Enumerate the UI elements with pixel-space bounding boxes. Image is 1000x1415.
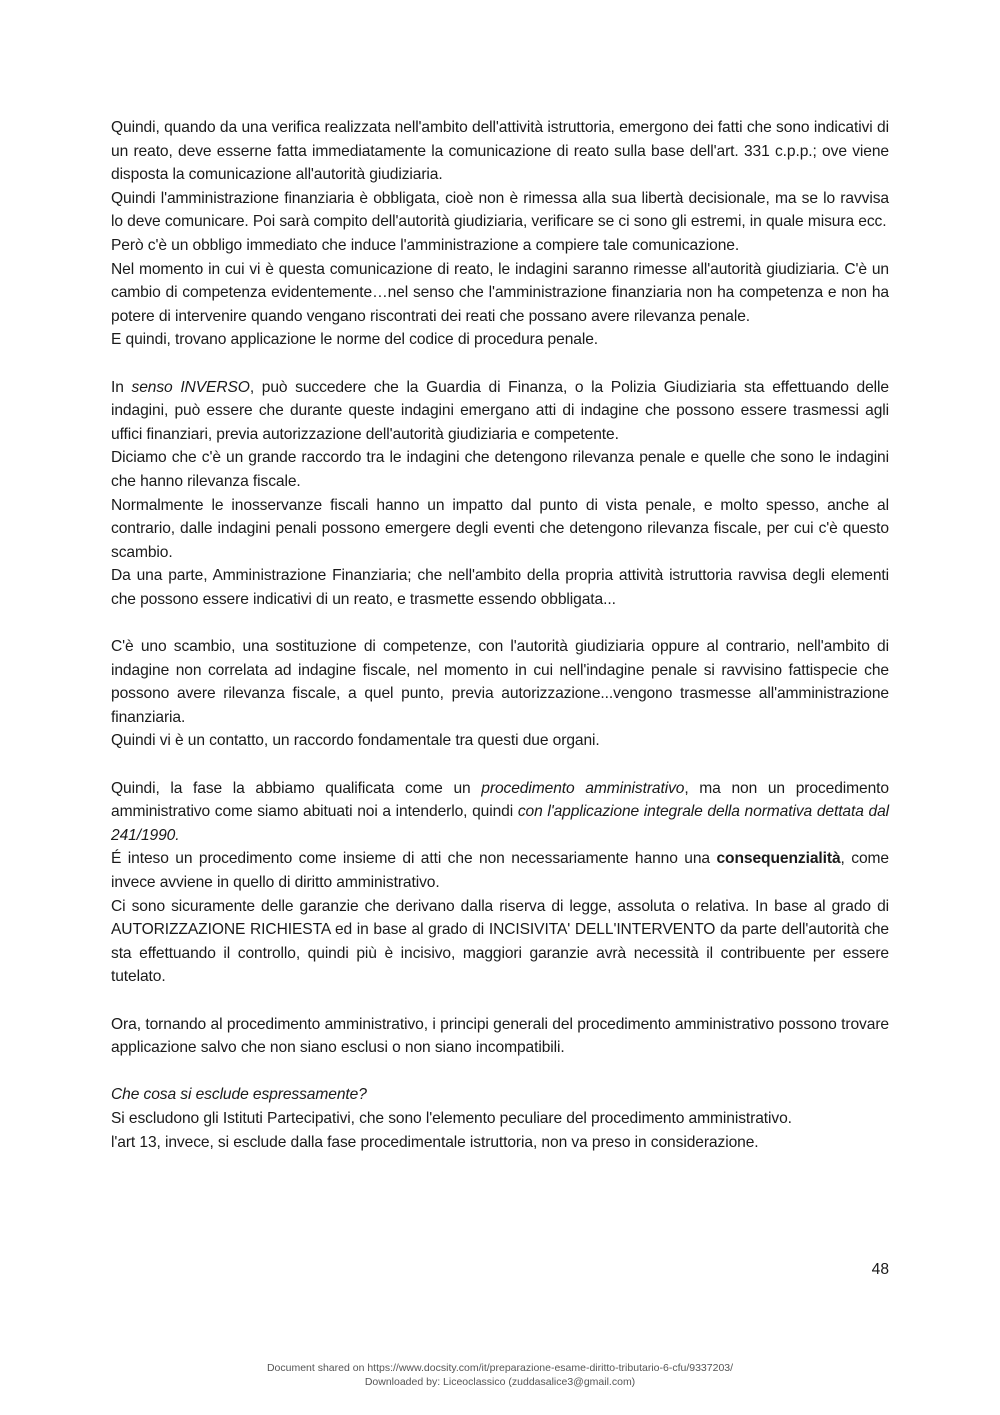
paragraph (111, 635, 889, 729)
page-number: 48 (871, 1261, 889, 1278)
paragraph (111, 1131, 889, 1155)
paragraph-gap (111, 611, 889, 635)
paragraph-gap (111, 1060, 889, 1084)
text-run: Da una parte, Amministrazione Finanziaria; che nell'ambito della propria attività istruttoria ravvisa degli elementi che possono essere indicativi di un reato, e trasmette essendo obbligata... (111, 567, 889, 608)
bold-text: consequenzialità (716, 850, 841, 868)
text-run: C'è uno scambio, una sostituzione di competenze, con l'autorità giudiziaria oppure al contrario, nell'ambito di indagine non correlata ad indagine fiscale, nel momento in cui nell'indagine penale si ravvisino fattispecie che possono avere rilevanza fiscale, a quel punto, previa autorizzazione...vengono trasmesse all'amministrazione finanziaria. (111, 638, 889, 726)
text-run: É inteso un procedimento come insieme di atti che non necessariamente hanno una (111, 850, 717, 868)
paragraph (111, 376, 889, 447)
paragraph-gap (111, 989, 889, 1013)
paragraph (111, 328, 889, 352)
text-run: E quindi, trovano applicazione le norme del codice di procedura penale. (111, 331, 599, 349)
body-text (111, 116, 889, 1154)
text-run: Nel momento in cui vi è questa comunicazione di reato, le indagini saranno rimesse all'autorità giudiziaria. C'è un cambio di competenza evidentemente…nel senso che l'amministrazione finanziaria non ha competenza e non ha potere di intervenire quando vengano riscontrati dei reati che possano avere rilevanza penale. (111, 260, 889, 325)
text-run: Diciamo che c'è un grande raccordo tra le indagini che detengono rilevanza penale e quelle che sono le indagini che hanno rilevanza fiscale. (111, 449, 889, 490)
text-run: , ma non un procedimento amministrativo come siamo abituati noi a intenderlo, quindi (111, 779, 889, 821)
paragraph (111, 729, 889, 753)
text-run: l'art 13, invece, si esclude dalla fase procedimentale istruttoria, non va preso in considerazione. (111, 1133, 759, 1151)
italic-text: procedimento amministrativo (481, 779, 685, 797)
paragraph (111, 258, 889, 329)
footer (0, 1361, 1000, 1389)
text-run: Normalmente le inosservanze fiscali hanno un impatto dal punto di vista penale, e molto spesso, anche al contrario, dalle indagini penali possono emergere degli eventi che detengono rilevanza fiscale, per cui c'è questo scambio. (111, 496, 889, 561)
paragraph (111, 187, 889, 234)
paragraph-gap (111, 753, 889, 777)
paragraph (111, 1107, 889, 1131)
italic-text: Che cosa si esclude espressamente? (111, 1086, 367, 1104)
text-run: Però c'è un obbligo immediato che induce l'amministrazione a compiere tale comunicazione. (111, 236, 740, 254)
text-run: , come invece avviene in quello di diritto amministrativo. (111, 850, 889, 891)
paragraph (111, 847, 889, 894)
text-run: , può succedere che la Guardia di Finanza, o la Polizia Giudiziaria sta effettuando delle indagini, può essere che durante queste indagini emergano atti di indagine che possono essere trasmessi agli uffici finanziari, previa autorizzazione dell'autorità giudiziaria e competente. (111, 378, 889, 443)
paragraph (111, 777, 889, 848)
paragraph (111, 116, 889, 187)
paragraph-gap (111, 352, 889, 376)
text-run: Si escludono gli Istituti Partecipativi, che sono l'elemento peculiare del procedimento amministrativo. (111, 1109, 792, 1127)
text-run: Quindi l'amministrazione finanziaria è obbligata, cioè non è rimessa alla sua libertà decisionale, ma se lo ravvisa lo deve comunicare. Poi sarà compito dell'autorità giudiziaria, verificare se ci sono gli estremi, in quale misura ecc. (111, 189, 889, 231)
paragraph (111, 895, 889, 989)
footer-shared-line: Document shared on https://www.docsity.com/it/preparazione-esame-diritto-tributario-6-cfu/9337203/ (266, 1362, 734, 1374)
paragraph (111, 564, 889, 611)
text-run: In (111, 378, 132, 396)
text-run: Quindi vi è un contatto, un raccordo fondamentale tra questi due organi. (111, 732, 600, 750)
paragraph (111, 1013, 889, 1060)
paragraph (111, 494, 889, 565)
italic-text: con l'applicazione integrale della normativa dettata dal 241/1990. (111, 803, 890, 844)
text-run: Quindi, quando da una verifica realizzata nell'ambito dell'attività istruttoria, emergono dei fatti che sono indicativi di un reato, deve esserne fatta immediatamente la comunicazione di reato sulla base dell'art. 331 c.p.p.; ove viene disposta la comunicazione all'autorità giudiziaria. (111, 119, 889, 184)
text-run: Ora, tornando al procedimento amministrativo, i principi generali del procedimento amministrativo possono trovare applicazione salvo che non siano esclusi o non siano incompatibili. (111, 1015, 889, 1057)
paragraph (111, 446, 889, 493)
paragraph (111, 1083, 889, 1107)
paragraph (111, 234, 889, 258)
text-run: Quindi, la fase la abbiamo qualificata come un (111, 779, 482, 797)
italic-text: senso INVERSO (131, 378, 250, 396)
text-run: Ci sono sicuramente delle garanzie che derivano dalla riserva di legge, assoluta o relativa. In base al grado di AUTORIZZAZIONE RICHIESTA ed in base al grado di INCISIVITA' DELL'INTERVENTO da parte dell'autorità che sta effettuando il controllo, quindi più è incisivo, maggiori garanzie avrà necessità il contribuente per essere tutelato. (111, 897, 889, 986)
footer-downloaded-line: Downloaded by: Liceoclassico (zuddasalice3@gmail.com) (364, 1376, 636, 1388)
